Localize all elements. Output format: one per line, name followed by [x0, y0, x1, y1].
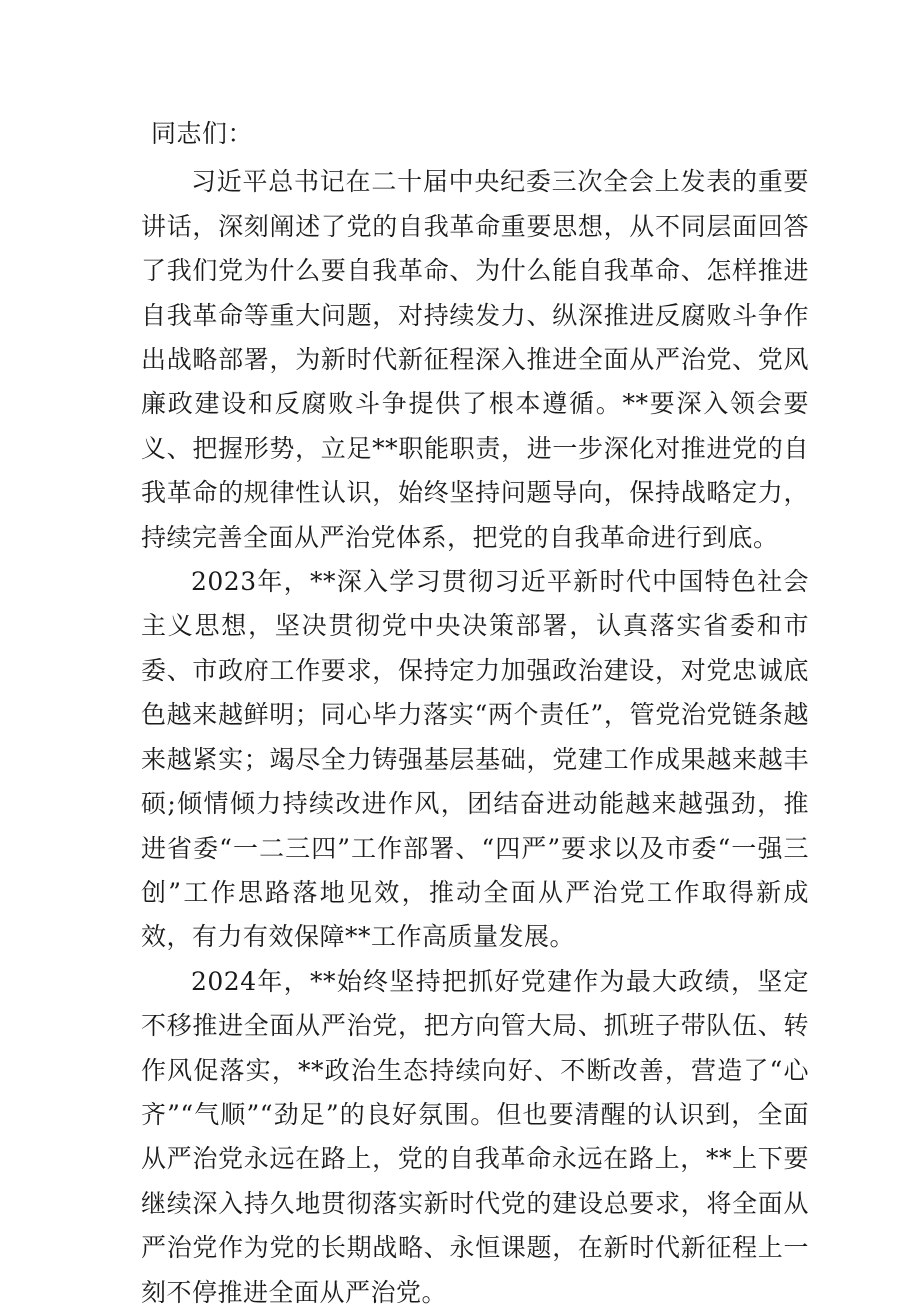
document-body — [141, 112, 809, 1315]
paragraph-speech-summary: 习近平总书记在二十届中央纪委三次全会上发表的重要讲话，深刻阐述了党的自我革命重要思想，从不同层面回答了我们党为什么要自我革命、为什么能自我革命、怎样推进自我革命等重大问题，对持续发力、纵深推进反腐败斗争作出战略部署，为新时代新征程深入推进全面从严治党、党风廉政建设和反腐败斗争提供了根本遵循。**要深入领会要义、把握形势，立足**职能职责，进一步深化对推进党的自我革命的规律性认识，始终坚持问题导向，保持战略定力，持续完善全面从严治党体系，把党的自我革命进行到底。 — [141, 167, 809, 552]
paragraph-2024-review: 2024年，**始终坚持把抓好党建作为最大政绩，坚定不移推进全面从严治党，把方向管大局、抓班子带队伍、转作风促落实，**政治生态持续向好、不断改善，营造了“心齐”“气顺”“劲足”的良好氛围。但也要清醒的认识到，全面从严治党永远在路上，党的自我革命永远在路上，**上下要继续深入持久地贯彻落实新时代党的建设总要求，将全面从严治党作为党的长期战略、永恒课题，在新时代新征程上一刻不停推进全面从严治党。 — [141, 966, 809, 1307]
paragraph-2023-review: 2023年，**深入学习贯彻习近平新时代中国特色社会主义思想，坚决贯彻党中央决策部署，认真落实省委和市委、市政府工作要求，保持定力加强政治建设，对党忠诚底色越来越鲜明；同心毕力落实“两个责任”，管党治党链条越来越紧实；竭尽全力铸强基层基础，党建工作成果越来越丰硕;倾情倾力持续改进作风，团结奋进动能越来越强劲，推进省委“一二三四”工作部署、“四严”要求以及市委“一强三创”工作思路落地见效，推动全面从严治党工作取得新成效，有力有效保障**工作高质量发展。 — [141, 567, 809, 952]
salutation: 同志们： — [151, 119, 254, 148]
